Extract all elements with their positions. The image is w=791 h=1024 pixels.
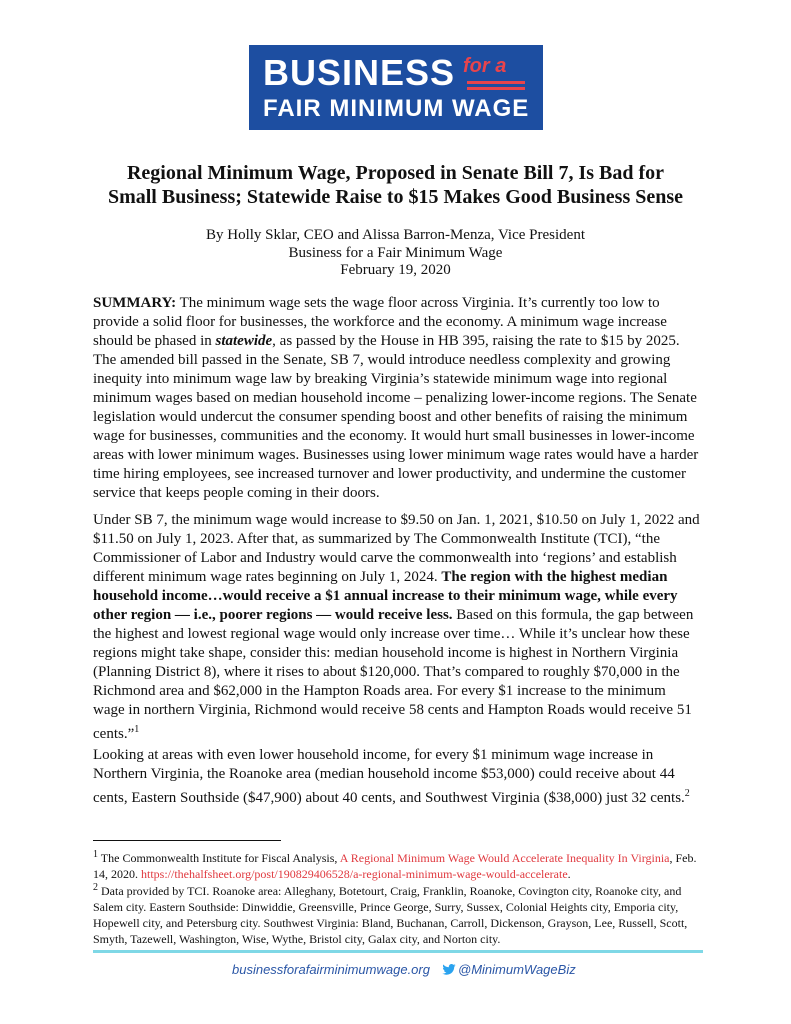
footnote-1-text-2: , Feb. 14, 2020. — [93, 851, 697, 881]
footnote-1-end: . — [567, 867, 571, 881]
logo-for-a-text: for a — [463, 55, 507, 77]
sb7-text-2: Based on this formula, the gap between the highest and lowest regional wage would only increase over time… While it’s unclear how these regions might take shape, consider this: median household income is highest in Northern Virginia (Planning District 8), where it rises to about $120,000. That’s compared to roughly $70,000 in the Richmond area and $62,000 in the Hampton Roads area. For every $1 increase to the minimum wage in northern Virginia, Richmond would receive 58 cents and Hampton Roads would receive 51 cents.” — [93, 607, 694, 742]
footer-twitter-link[interactable] — [442, 962, 576, 977]
lower-income-text: Looking at areas with even lower household income, for every $1 minimum wage increase in Northern Virginia, the Roanoke area (median household income $53,000) could receive about 44 cents, Eastern Southside ($47,900) about 40 cents, and Southwest Virginia ($38,000) just 32 cents. — [93, 747, 685, 806]
footnote-divider — [93, 840, 281, 841]
footnote-2-text: Data provided by TCI. Roanoke area: Alleghany, Botetourt, Craig, Franklin, Roanoke, Covington city, Roanoke city, and Salem city. Eastern Southside: Dinwiddie, Greensville, Prince George, Surry, Sussex, Colonial Heights city, Emporia city, Hopewell city, and Petersburg city. Southwest Virginia: Bland, Buchanan, Carroll, Dickenson, Grayson, Lee, Russell, Scott, Smyth, Tazewell, Washington, Wise, Wythe, Bristol city, Galax city, and Norton city. — [93, 884, 688, 946]
summary-text-1: The minimum wage sets the wage floor across Virginia. It’s currently too low to provide a solid floor for businesses, the workforce and the economy. A minimum wage increase should be phased in — [93, 295, 667, 349]
byline-org: Business for a Fair Minimum Wage — [288, 244, 503, 261]
sb7-bold-text: The region with the highest median household income…would receive a $1 annual increase to their minimum wage, while every other region — i.e., poorer regions — would receive less. — [93, 569, 678, 623]
footnote-ref-2[interactable]: 2 — [684, 788, 690, 799]
summary-emphasis: statewide — [215, 333, 273, 349]
footnote-1-url[interactable]: https://thehalfsheet.org/post/190829406528/a-regional-minimum-wage-would-accelerate — [141, 867, 568, 881]
byline-authors: By Holly Sklar, CEO and Alissa Barron-Menza, Vice President — [206, 227, 585, 243]
sb7-text-1: Under SB 7, the minimum wage would increase to $9.50 on Jan. 1, 2021, $10.50 on July 1, 2022 and $11.50 on July 1, 2023. After that, as summarized by The Commonwealth Institute (TCI), “the Commissioner of Labor and Industry would carve the commonwealth into ‘regions’ and establish different minimum wage rates beginning on July 1, 2024. — [93, 512, 700, 585]
byline-date: February 19, 2020 — [340, 262, 451, 278]
page-title — [60, 161, 731, 209]
footnote-2-number: 2 — [93, 882, 98, 893]
footer-website-link[interactable]: businessforafairminimumwage.org — [232, 962, 430, 977]
summary-text-2: , as passed by the House in HB 395, raising the rate to $15 by 2025. The amended bill passed in the Senate, SB 7, would introduce needless complexity and growing inequity into minimum wage law by breaking Virginia’s statewide minimum wage into regional minimum wages based on median household income – penalizing lower-income regions. The Senate legislation would undercut the consumer spending boost and other benefits of raising the minimum wage for businesses, communities and the economy. It would hurt small businesses in lower-income areas with lower minimum wages. Businesses using lower minimum wage rates would have a harder time hiring employees, see increased turnover and lower productivity, and undermine the customer service that keeps people coming in their doors. — [93, 333, 699, 501]
footnote-ref-1[interactable]: 1 — [134, 724, 140, 735]
footnote-1-link[interactable]: A Regional Minimum Wage Would Accelerate Inequality In Virginia — [339, 851, 670, 865]
summary-label: SUMMARY: — [93, 295, 177, 311]
footer-divider — [93, 950, 703, 953]
summary-paragraph — [93, 294, 701, 503]
footnote-1-number: 1 — [93, 849, 98, 860]
logo-business-text: BUSINESS — [263, 52, 456, 93]
logo-fair-minimum-wage-text: FAIR MINIMUM WAGE — [263, 95, 530, 122]
sb7-paragraph — [93, 511, 701, 744]
title-line-1: Regional Minimum Wage, Proposed in Senate Bill 7, Is Bad for — [126, 162, 665, 184]
logo-flag-bars — [467, 81, 525, 93]
twitter-bird-icon — [442, 964, 456, 975]
footnote-2 — [93, 880, 703, 947]
byline — [60, 227, 731, 280]
logo — [249, 45, 543, 130]
footnote-1 — [93, 847, 703, 882]
footer-twitter-handle: @MinimumWageBiz — [458, 962, 576, 977]
title-line-2: Small Business; Statewide Raise to $15 Makes Good Business Sense — [107, 186, 684, 208]
footnote-1-text: The Commonwealth Institute for Fiscal Analysis, — [98, 851, 340, 865]
lower-income-paragraph — [93, 746, 701, 808]
